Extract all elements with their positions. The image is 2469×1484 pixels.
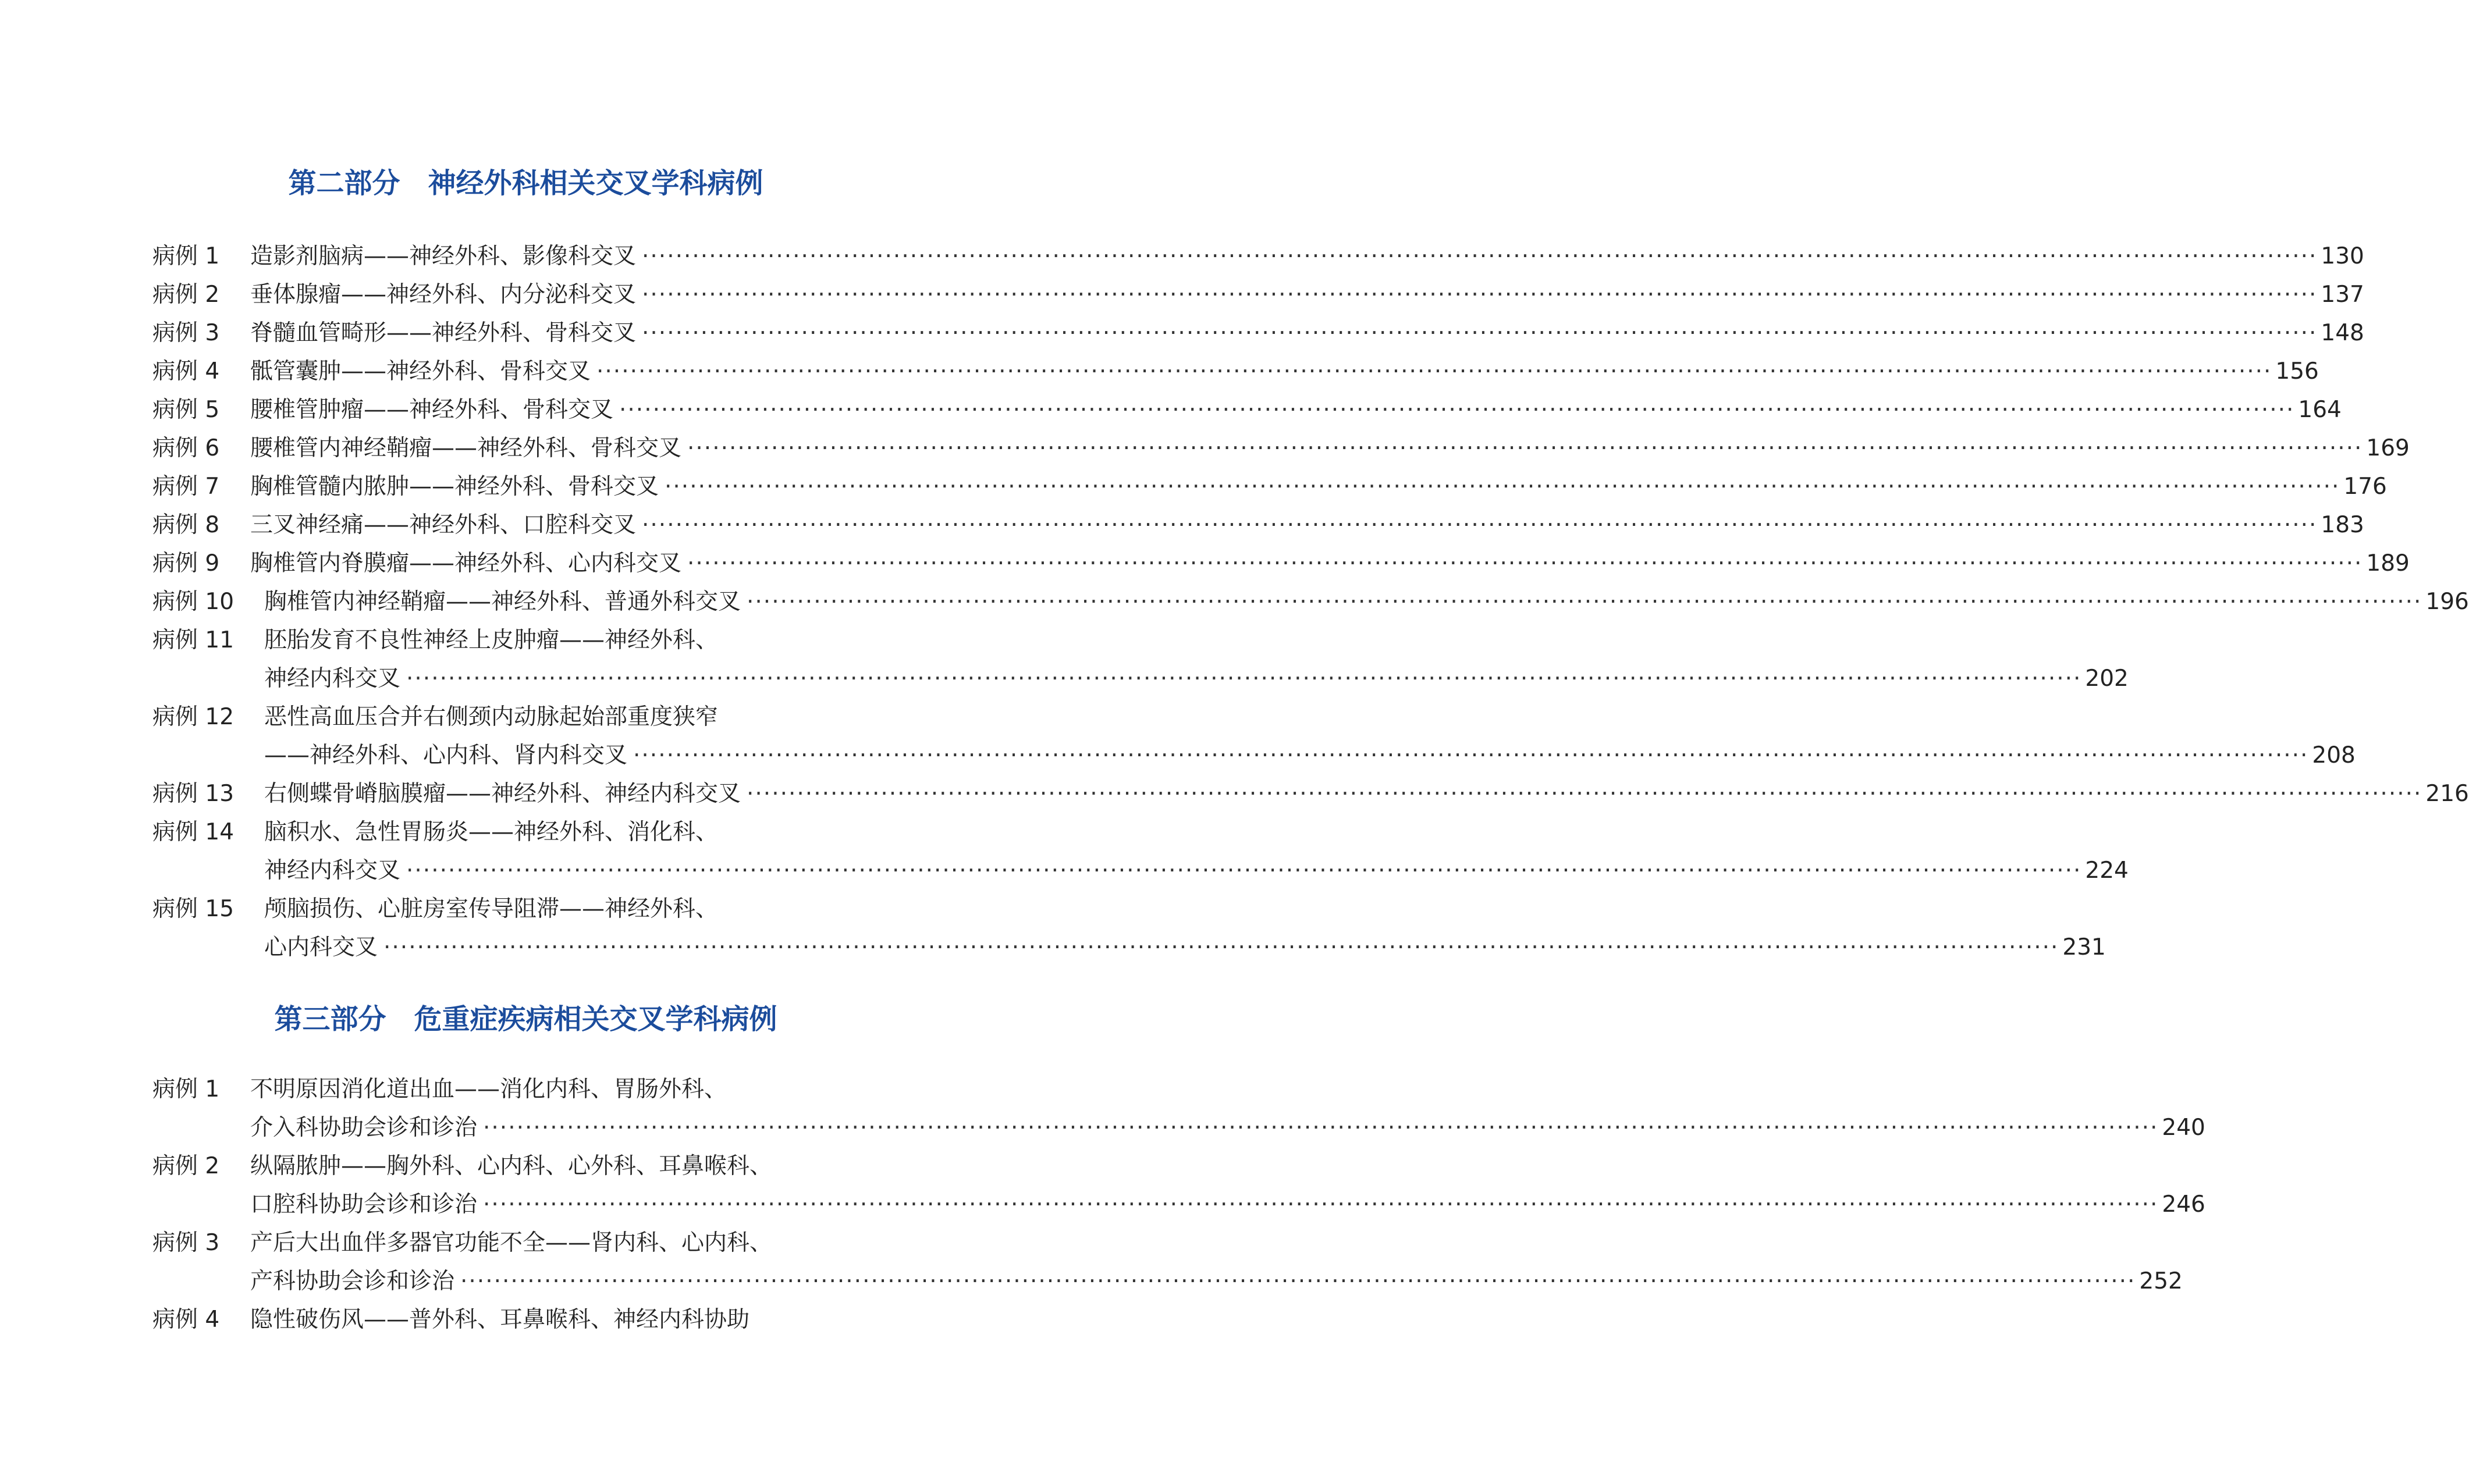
toc-entries-part3 [152,1070,2205,1339]
page-number: 246 [2162,1191,2205,1218]
entry-title: 产科协助会诊和诊治 [250,1268,455,1294]
entry-title: 腰椎管内神经鞘瘤——神经外科、骨科交叉 [250,435,682,461]
entry-title: 颅脑损伤、心脏房室传导阻滞——神经外科、 [264,896,719,922]
case-label: 病例 2 [152,1153,220,1179]
toc-entry [152,1224,2183,1301]
toc-section-part2 [0,166,1051,201]
leader-dots: ········································································································································································································ [406,666,2082,692]
leader-dots: ········································································································································································································ [406,857,2082,884]
entry-title: 垂体腺瘤——神经外科、内分泌科交叉 [250,282,637,308]
entry-title: 胸椎管内神经鞘瘤——神经外科、普通外科交叉 [264,589,741,615]
toc-entry [152,276,2364,314]
entry-title: 三叉神经痛——神经外科、口腔科交叉 [250,512,637,538]
toc-line [152,1147,880,1186]
case-label: 病例 4 [152,358,220,385]
entry-title: ——神经外科、心内科、肾内科交叉 [264,742,628,768]
entry-title: 造影剂脑病——神经外科、影像科交叉 [250,243,637,269]
page-number: 224 [2085,857,2129,884]
toc-line [152,506,2364,545]
case-label: 病例 6 [152,435,220,461]
page-number: 148 [2321,320,2364,346]
entry-title: 胸椎管内脊膜瘤——神经外科、心内科交叉 [250,550,682,576]
leader-dots: ········································································································································································································ [642,320,2318,346]
leader-dots: ········································································································································································································ [619,397,2295,423]
page-number: 208 [2312,742,2356,768]
toc-entry [152,545,2410,583]
toc-entry [152,813,2129,890]
toc-line [152,660,2129,698]
entry-title: 脊髓血管畸形——神经外科、骨科交叉 [250,320,637,346]
toc-entries-part2 [152,237,2469,967]
leader-dots: ········································································································································································································ [687,435,2363,461]
toc-entry [152,314,2364,353]
leader-dots: ········································································································································································································ [642,243,2318,269]
toc-entry [152,506,2364,545]
case-label: 病例 2 [152,282,220,308]
toc-section-part3 [0,1002,1051,1037]
case-label: 病例 8 [152,512,220,538]
page-number: 137 [2321,282,2364,308]
leader-dots: ········································································································································································································ [642,282,2318,308]
toc-entry [152,621,2129,698]
toc-line [152,1186,2205,1224]
toc-line [152,468,2387,506]
case-label: 病例 3 [152,320,220,346]
toc-entry [152,391,2342,429]
entry-title: 胚胎发育不良性神经上皮肿瘤——神经外科、 [264,627,719,653]
toc-line [152,1301,880,1339]
entry-title: 右侧蝶骨嵴脑膜瘤——神经外科、神经内科交叉 [264,781,741,807]
case-label: 病例 3 [152,1230,220,1256]
toc-line [152,698,880,736]
toc-line [152,1109,2205,1147]
case-label: 病例 1 [152,243,220,269]
toc-line [152,237,2364,276]
entry-title: 介入科协助会诊和诊治 [250,1115,478,1141]
leader-dots: ········································································································································································································ [460,1268,2136,1294]
toc-entry [152,429,2410,468]
case-label: 病例 5 [152,397,220,423]
entry-title: 不明原因消化道出血——消化内科、胃肠外科、 [250,1076,727,1102]
toc-line [152,276,2364,314]
page-number: 164 [2298,397,2342,423]
toc-line [152,736,2356,775]
case-label: 病例 15 [152,896,235,922]
leader-dots: ········································································································································································································ [747,781,2422,807]
toc-line [152,391,2342,429]
toc-entry [152,1301,880,1339]
leader-dots: ········································································································································································································ [747,589,2422,615]
toc-line [152,852,2129,890]
toc-line [152,1224,880,1262]
leader-dots: ········································································································································································································ [633,742,2309,768]
entry-title: 胸椎管髓内脓肿——神经外科、骨科交叉 [250,474,659,500]
entry-title: 神经内科交叉 [264,857,401,884]
case-label: 病例 11 [152,627,235,653]
toc-entry [152,775,2469,813]
leader-dots: ········································································································································································································ [383,934,2059,960]
leader-dots: ········································································································································································································ [483,1191,2159,1218]
leader-dots: ········································································································································································································ [687,550,2363,576]
toc-line [152,314,2364,353]
page-number: 130 [2321,243,2364,269]
case-label: 病例 10 [152,589,235,615]
entry-title: 脑积水、急性胃肠炎——神经外科、消化科、 [264,819,719,845]
toc-line [152,890,880,928]
case-label: 病例 4 [152,1307,220,1333]
page-number: 189 [2366,550,2410,576]
toc-entry [152,583,2469,621]
page-number: 176 [2343,474,2387,500]
section-title: 第二部分 神经外科相关交叉学科病例 [288,167,763,200]
toc-line [152,775,2469,813]
toc-line [152,429,2410,468]
page-number: 183 [2321,512,2364,538]
toc-line [152,1070,880,1109]
toc-line [152,928,2106,967]
page-number: 196 [2425,589,2469,615]
page-number: 202 [2085,666,2129,692]
entry-title: 恶性高血压合并右侧颈内动脉起始部重度狭窄 [264,704,719,730]
toc-entry [152,468,2387,506]
entry-title: 心内科交叉 [264,934,378,960]
toc-entry [152,1070,2205,1147]
page-number: 231 [2062,934,2106,960]
section-title: 第三部分 危重症疾病相关交叉学科病例 [274,1003,777,1035]
case-label: 病例 1 [152,1076,220,1102]
page-number: 240 [2162,1115,2205,1141]
toc-line [152,353,2319,391]
case-label: 病例 12 [152,704,235,730]
toc-entry [152,698,2356,775]
toc-line [152,583,2469,621]
toc-entry [152,353,2319,391]
entry-title: 骶管囊肿——神经外科、骨科交叉 [250,358,591,385]
toc-entry [152,1147,2205,1224]
case-label: 病例 9 [152,550,220,576]
toc-line [152,1262,2183,1301]
case-label: 病例 14 [152,819,235,845]
leader-dots: ········································································································································································································ [483,1115,2159,1141]
entry-title: 神经内科交叉 [264,666,401,692]
toc-entry [152,890,2106,967]
case-label: 病例 7 [152,474,220,500]
page-number: 252 [2139,1268,2183,1294]
leader-dots: ········································································································································································································ [596,358,2272,385]
entry-title: 产后大出血伴多器官功能不全——肾内科、心内科、 [250,1230,773,1256]
leader-dots: ········································································································································································································ [665,474,2340,500]
page-number: 169 [2366,435,2410,461]
leader-dots: ········································································································································································································ [642,512,2318,538]
toc-line [152,813,880,852]
case-label: 病例 13 [152,781,235,807]
entry-title: 口腔科协助会诊和诊治 [250,1191,478,1218]
toc-entry [152,237,2364,276]
entry-title: 腰椎管肿瘤——神经外科、骨科交叉 [250,397,614,423]
toc-line [152,545,2410,583]
page-number: 156 [2275,358,2319,385]
toc-line [152,621,880,660]
page-number: 216 [2425,781,2469,807]
entry-title: 纵隔脓肿——胸外科、心内科、心外科、耳鼻喉科、 [250,1153,773,1179]
entry-title: 隐性破伤风——普外科、耳鼻喉科、神经内科协助 [250,1307,750,1333]
